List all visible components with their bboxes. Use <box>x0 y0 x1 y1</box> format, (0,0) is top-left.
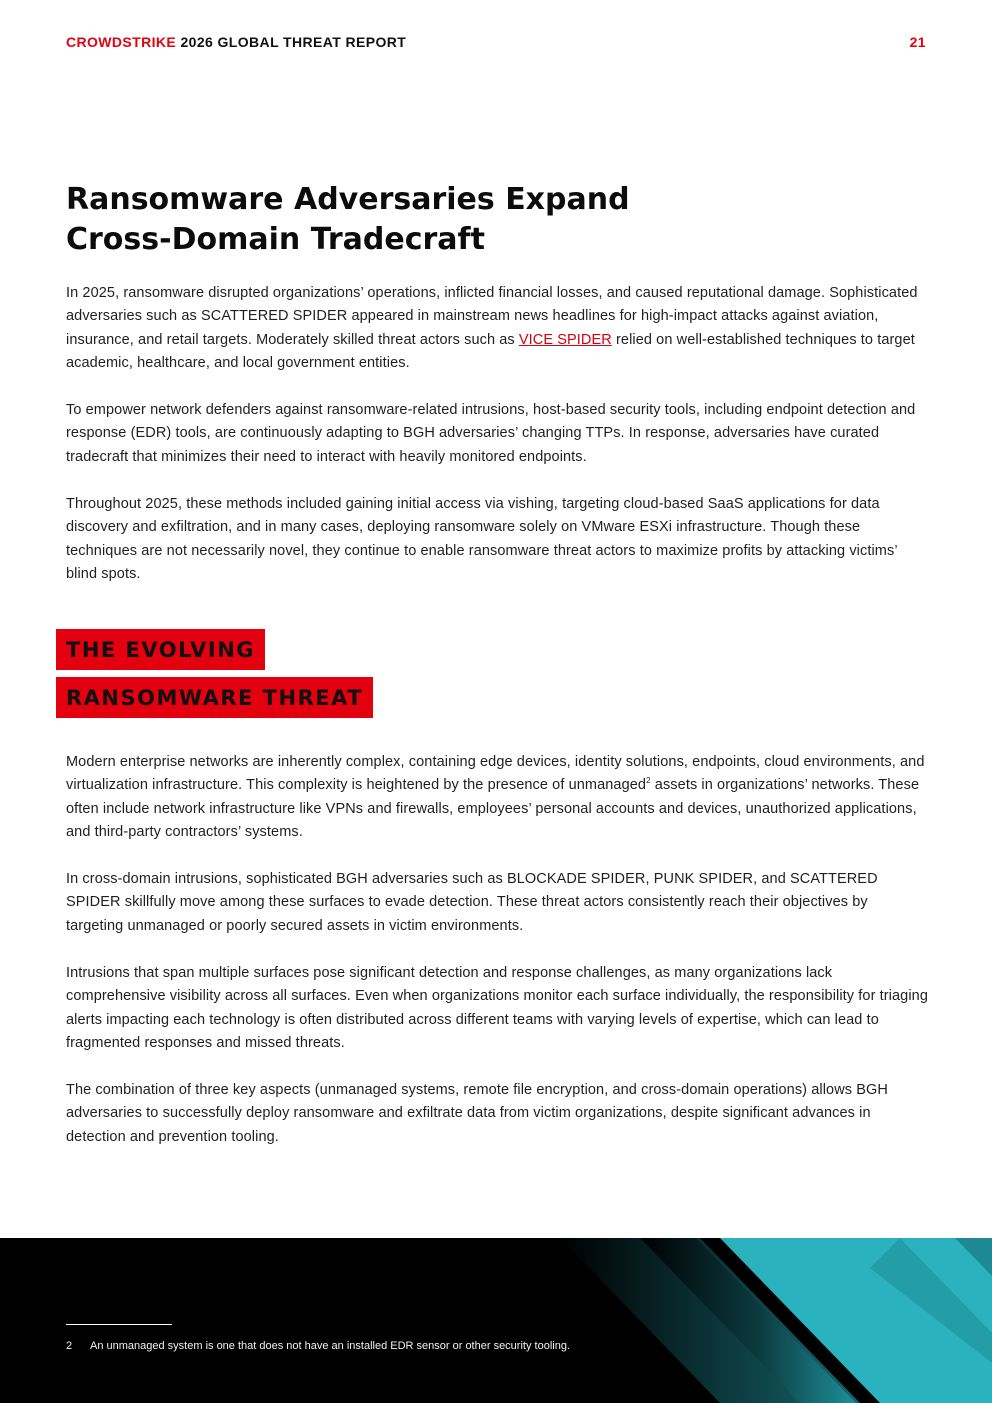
section-paragraph-1-text-a: Modern enterprise networks are inherently complex, containing edge devices, identity solutions, endpoints, cloud environments, and virtualization infrastructure. This complexity is heightened by the presence of unmanaged <box>66 754 925 794</box>
footnote-rule <box>66 1324 172 1325</box>
intro-paragraph-1 <box>66 282 928 375</box>
intro-paragraph-2: To empower network defenders against ransomware-related intrusions, host-based security tools, including endpoint detection and response (EDR) tools, are continuously adapting to BGH adversaries’ changing TTPs. In response, adversaries have curated tradecraft that minimizes their need to interact with heavily monitored endpoints. <box>66 402 916 465</box>
page-footer <box>0 1238 992 1403</box>
footer-stripes-graphic <box>0 1238 992 1403</box>
page-title-line-2: Cross-Domain Tradecraft <box>66 222 485 257</box>
brand-name: CROWDSTRIKE <box>66 34 177 50</box>
page-header <box>66 34 926 52</box>
page-number: 21 <box>909 34 926 50</box>
intro-paragraph-3: Throughout 2025, these methods included gaining initial access via vishing, targeting cloud-based SaaS applications for data discovery and exfiltration, and in many cases, deploying ransomware solely on VMware ESXi infrastructure. Though these techniques are not necessarily novel, they continue to enable ransomware threat actors to maximize profits by attacking victims’ blind spots. <box>66 496 898 582</box>
section-paragraph-3: Intrusions that span multiple surfaces pose significant detection and response challenges, as many organizations lack comprehensive visibility across all surfaces. Even when organizations monitor each surface individually, the responsibility for triaging alerts impacting each technology is often distributed across different teams with varying levels of expertise, which can lead to fragmented responses and missed threats. <box>66 965 928 1051</box>
section-paragraph-4: The combination of three key aspects (unmanaged systems, remote file encryption, and cross-domain operations) allows BGH adversaries to successfully deploy ransomware and exfiltrate data from victim organizations, despite significant advances in detection and prevention tooling. <box>66 1082 888 1145</box>
intro-paragraph-1-text-a: In 2025, ransomware disrupted organizations’ operations, inflicted financial losses, and caused reputational damage. Sophisticated adversaries such as SCATTERED SPIDER appeared in mainstream news headlines for high-impact attacks against aviation, insurance, and retail targets. Moderately skilled threat actors such as <box>66 285 918 348</box>
report-title: 2026 GLOBAL THREAT REPORT <box>180 34 407 50</box>
vice-spider-link[interactable]: VICE SPIDER <box>518 331 612 348</box>
intro-paragraph-1-text-b: relied on well-established techniques to target academic, healthcare, and local government entities. <box>66 331 915 371</box>
section-heading-line-1: THE EVOLVING <box>56 629 265 670</box>
footnote-reference[interactable]: 2 <box>646 776 651 786</box>
footnote-text: An unmanaged system is one that does not have an installed EDR sensor or other security tooling. <box>90 1340 570 1352</box>
section-paragraph-2: In cross-domain intrusions, sophisticated BGH adversaries such as BLOCKADE SPIDER, PUNK SPIDER, and SCATTERED SPIDER skillfully move among these surfaces to evade detection. These threat actors consistently reach their objectives by targeting unmanaged or poorly secured assets in victim environments. <box>66 871 878 934</box>
section-paragraph-1-text-b: assets in organizations’ networks. These often include network infrastructure like VPNs and firewalls, employees’ personal accounts and devices, unauthorized applications, and third-party contractors’ systems. <box>66 777 920 840</box>
footnote-number: 2 <box>66 1340 73 1352</box>
section-heading-line-2: RANSOMWARE THREAT <box>56 677 373 718</box>
page-title <box>66 180 630 260</box>
page-title-line-1: Ransomware Adversaries Expand <box>66 182 630 217</box>
section-paragraph-1 <box>66 751 928 844</box>
